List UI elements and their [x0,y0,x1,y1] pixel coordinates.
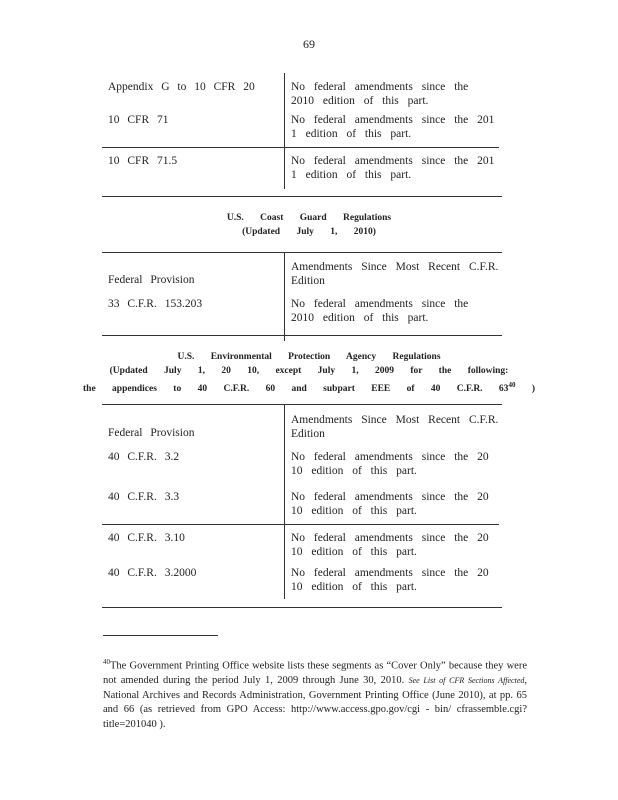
amendment-cell: No federal amendments since the 201 1 edition of this part. [291,114,495,140]
heading-line: (Updated July 1, 20 10, except July 1, 2009 for the following: [109,366,509,376]
coast-guard-heading [0,211,618,239]
table-bottom-rule [102,607,502,608]
header-amendments: Amendments Since Most Recent C.F.R. Edition [291,261,499,287]
footnote-number: 40 [103,658,110,666]
amendment-cell: No federal amendments since the 20 10 edition of this part. [291,491,489,517]
provision-cell: 40 C.F.R. 3.2 [102,450,285,490]
provision-cell: 10 CFR 71.5 [102,148,285,190]
heading-line: U.S. Environmental Protection Agency Regulations [177,352,441,362]
provision-cell: 40 C.F.R. 3.10 [102,525,285,567]
heading-text: the appendices to 40 C.F.R. 60 and subpart EEE of 40 C.F.R. 63 [83,384,509,395]
page-number: 69 [303,37,315,51]
provision-cell: 40 C.F.R. 3.3 [102,490,285,525]
amendment-cell: No federal amendments since the 2010 edition of this part. [291,81,469,107]
table-row [102,113,499,148]
table-header-row [102,405,499,450]
provision-cell: 40 C.F.R. 3.2000 [102,566,285,599]
table-row [102,490,499,525]
amendment-cell: No federal amendments since the 201 1 edition of this part. [285,148,500,190]
footnote [103,655,527,732]
provision-cell: 33 C.F.R. 153.203 [102,297,285,341]
footnote-text: , National Archives and Records Administration, Government Printing Office (June 2010), at pp. 65 and 66 (as retrieved from GPO Access: http://www.access.gpo.gov/cgi - bin/ cfrassemble.cgi? title=201040 ). [103,675,528,730]
amendment-cell: No federal amendments since the 2010 edition of this part. [291,298,469,324]
table-header-row [102,253,499,297]
table-row [102,525,499,567]
table-row [102,73,499,113]
provision-cell: 10 CFR 71 [102,113,285,148]
header-federal-provision: Federal Provision [102,405,285,450]
coast-guard-table [102,253,499,341]
footnote-citation: See List of CFR Sections Affected [408,676,525,685]
header-amendments: Amendments Since Most Recent C.F.R. Edition [291,414,499,440]
table-row [102,148,499,190]
table-bottom-rule [102,335,502,336]
table-row [102,450,499,490]
epa-heading [0,350,618,396]
footnote-ref: 40 [508,381,516,389]
epa-table [102,405,499,599]
amendment-cell: No federal amendments since the 20 10 edition of this part. [291,451,489,477]
heading-line [0,378,618,396]
amendment-cell: No federal amendments since the 20 10 edition of this part. [291,567,489,593]
heading-text: ) [531,384,535,395]
footnote-text: The Government Printing Office website lists these segments as “Cover Only” because they were not amended during the period July 1, 2009 through June 30, 2010. [103,660,527,686]
provision-cell: Appendix G to 10 CFR 20 [102,73,285,113]
heading-line: (Updated July 1, 2010) [242,227,376,237]
header-federal-provision: Federal Provision [102,253,285,297]
heading-line: U.S. Coast Guard Regulations [226,213,392,223]
nrc-table [102,73,499,189]
table-row [102,566,499,599]
table-bottom-rule [102,196,502,197]
amendment-cell: No federal amendments since the 20 10 edition of this part. [285,525,500,567]
footnote-separator [103,635,218,636]
